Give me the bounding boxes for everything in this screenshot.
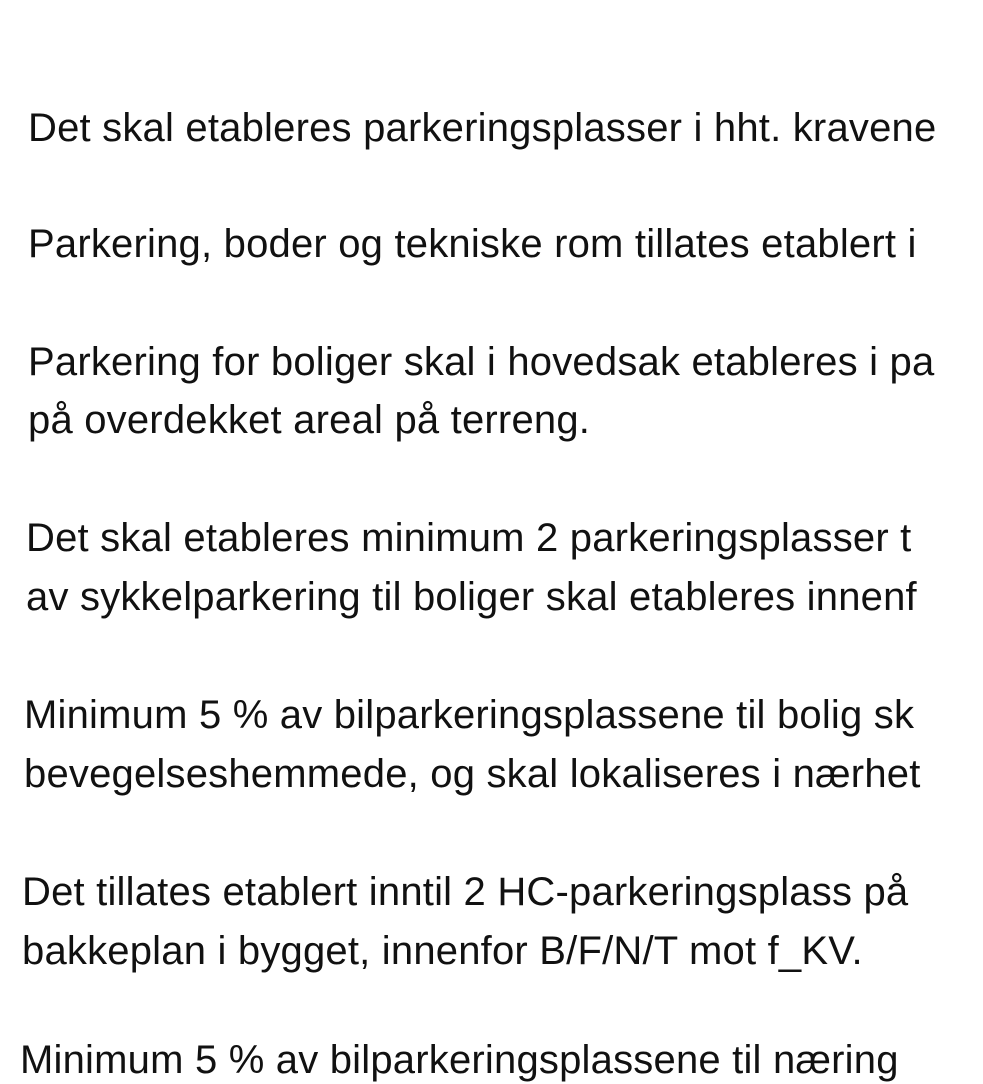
paragraph-3-line-1: Parkering for boliger skal i hovedsak etableres i pa <box>28 340 935 384</box>
paragraph-6-line-1: Det tillates etablert inntil 2 HC-parkeringsplass på <box>22 870 909 914</box>
paragraph-5-line-1: Minimum 5 % av bilparkeringsplassene til bolig sk <box>24 693 915 737</box>
paragraph-2-line-1: Parkering, boder og tekniske rom tillates etablert i <box>28 222 917 266</box>
paragraph-4-line-1: Det skal etableres minimum 2 parkeringsplasser t <box>26 516 912 560</box>
paragraph-7-line-1: Minimum 5 % av bilparkeringsplassene til næring <box>20 1038 899 1082</box>
paragraph-6-line-2: bakkeplan i bygget, innenfor B/F/N/T mot f_KV. <box>22 929 863 973</box>
paragraph-5-line-2: bevegelseshemmede, og skal lokaliseres i nærhet <box>24 752 921 796</box>
paragraph-1-line-1: Det skal etableres parkeringsplasser i hht. kravene <box>28 106 937 150</box>
paragraph-3-line-2: på overdekket areal på terreng. <box>28 398 591 442</box>
paragraph-4-line-2: av sykkelparkering til boliger skal etableres innenf <box>26 575 917 619</box>
